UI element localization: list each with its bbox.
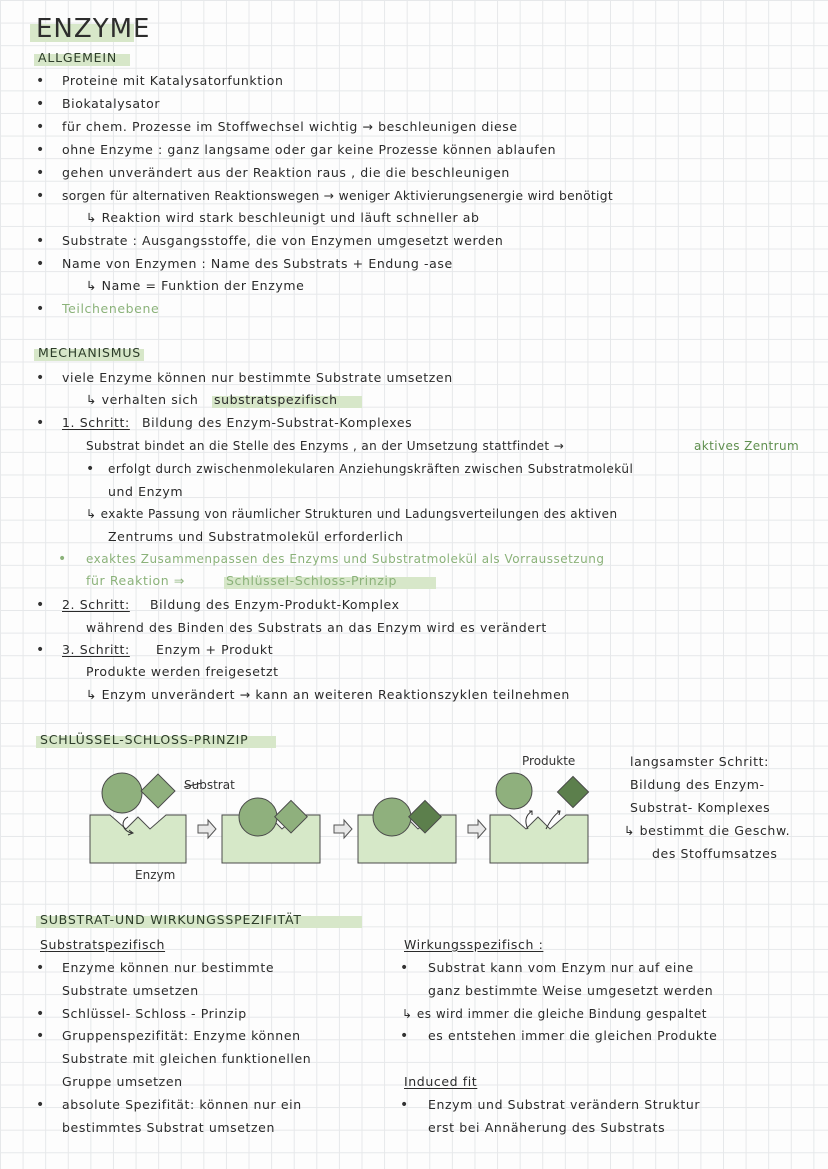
step-label: 1. Schritt: xyxy=(62,415,130,430)
step-arrow xyxy=(334,820,352,838)
highlighted-term: Schlüssel-Schloss-Prinzip xyxy=(226,573,398,588)
text-line: Substrate umsetzen xyxy=(62,983,199,998)
bullet: • xyxy=(400,1028,409,1044)
bullet: • xyxy=(400,960,409,976)
bullet: • xyxy=(36,142,45,158)
text-line: Gruppe umsetzen xyxy=(62,1074,183,1089)
diagram-note: ↳ bestimmt die Geschw. xyxy=(624,823,791,838)
text-line: für chem. Prozesse im Stoffwechsel wichtig → beschleunigen diese xyxy=(62,119,518,134)
diagram-note: Bildung des Enzym- xyxy=(630,777,765,792)
text-line: erst bei Annäherung des Substrats xyxy=(428,1120,666,1135)
text-line: Produkte werden freigesetzt xyxy=(86,664,279,679)
diagram-note: Substrat- Komplexes xyxy=(630,800,771,815)
enzym-label: Enzym xyxy=(135,868,176,882)
green-term: aktives Zentrum xyxy=(694,439,800,453)
step-arrow xyxy=(198,820,216,838)
text-line: ↳ es wird immer die gleiche Bindung gespaltet xyxy=(402,1007,707,1021)
product-diamond xyxy=(557,776,588,807)
text-line: ↳ Name = Funktion der Enzyme xyxy=(86,278,305,293)
bullet: • xyxy=(36,256,45,272)
column-heading: Wirkungsspezifisch : xyxy=(404,937,544,952)
text-line: Enzym und Substrat verändern Struktur xyxy=(428,1097,701,1112)
text-line: Enzym + Produkt xyxy=(156,642,274,657)
bullet: • xyxy=(36,165,45,181)
text-line: ↳ verhalten sich xyxy=(86,392,199,407)
bullet: • xyxy=(36,188,45,204)
step-arrow xyxy=(468,820,486,838)
bullet: • xyxy=(36,1097,45,1113)
text-line: Substrat bindet an die Stelle des Enzyms , an der Umsetzung stattfindet → xyxy=(86,439,565,453)
diagram-note: langsamster Schritt: xyxy=(630,754,769,769)
page-title: ENZYME xyxy=(36,14,151,44)
text-line: Bildung des Enzym-Produkt-Komplex xyxy=(150,597,400,612)
bullet: • xyxy=(36,370,45,386)
substrate-circle xyxy=(102,773,142,813)
text-line: Substrate : Ausgangsstoffe, die von Enzymen umgesetzt werden xyxy=(62,233,504,248)
bullet: • xyxy=(36,597,45,613)
text-line: Biokatalysator xyxy=(62,96,161,111)
text-line: und Enzym xyxy=(108,484,184,499)
text-line: Name von Enzymen : Name des Substrats + Endung -ase xyxy=(62,256,453,271)
text-line: exaktes Zusammenpassen des Enzyms und Substratmolekül als Vorraussetzung xyxy=(86,552,605,566)
bullet: • xyxy=(36,119,45,135)
text-line: sorgen für alternativen Reaktionswegen → weniger Aktivierungsenergie wird benötigt xyxy=(62,189,613,203)
lock-key-diagram xyxy=(80,745,620,890)
enzyme-shape xyxy=(90,815,186,863)
text-line: Substrat kann vom Enzym nur auf eine xyxy=(428,960,694,975)
text-line: Zentrums und Substratmolekül erforderlich xyxy=(108,529,404,544)
product-circle xyxy=(496,773,532,809)
step-label: 2. Schritt: xyxy=(62,597,130,612)
text-line: viele Enzyme können nur bestimmte Substrate umsetzen xyxy=(62,370,453,385)
bullet: • xyxy=(36,960,45,976)
bullet: • xyxy=(36,301,45,317)
bullet: • xyxy=(36,233,45,249)
substrat-label: Substrat xyxy=(184,778,235,792)
bullet: • xyxy=(36,415,45,431)
text-line: ↳ exakte Passung von räumlicher Strukturen und Ladungsverteilungen des aktiven xyxy=(86,507,618,521)
text-line: ↳ Reaktion wird stark beschleunigt und läuft schneller ab xyxy=(86,210,480,225)
bullet: • xyxy=(36,73,45,89)
text-line: für Reaktion ⇒ xyxy=(86,573,185,588)
enzyme-substrate-complex xyxy=(373,798,411,836)
text-line: bestimmtes Substrat umsetzen xyxy=(62,1120,275,1135)
bullet: • xyxy=(36,642,45,658)
section-heading-spezifitaet: SUBSTRAT-UND WIRKUNGSSPEZIFITÄT xyxy=(40,912,302,927)
section-heading-allgemein: ALLGEMEIN xyxy=(38,50,117,65)
substrate-circle xyxy=(239,798,277,836)
bullet: • xyxy=(86,461,95,477)
column-heading: Induced fit xyxy=(404,1074,478,1089)
text-line: ganz bestimmte Weise umgesetzt werden xyxy=(428,983,714,998)
bullet: • xyxy=(400,1097,409,1113)
bullet: • xyxy=(58,551,67,567)
text-line: Schlüssel- Schloss - Prinzip xyxy=(62,1006,247,1021)
bullet: • xyxy=(36,1028,45,1044)
bullet: • xyxy=(36,96,45,112)
text-line: Substrate mit gleichen funktionellen xyxy=(62,1051,312,1066)
step-label: 3. Schritt: xyxy=(62,642,130,657)
highlighted-term: substratspezifisch xyxy=(214,392,338,407)
text-line: Teilchenebene xyxy=(62,301,160,316)
text-line: während des Binden des Substrats an das Enzym wird es verändert xyxy=(86,620,547,635)
text-line: Enzyme können nur bestimmte xyxy=(62,960,275,975)
diagram-note: des Stoffumsatzes xyxy=(652,846,778,861)
bullet: • xyxy=(36,1006,45,1022)
text-line: ohne Enzyme : ganz langsame oder gar keine Prozesse können ablaufen xyxy=(62,142,557,157)
enzyme-shape xyxy=(490,815,588,863)
text-line: Bildung des Enzym-Substrat-Komplexes xyxy=(142,415,413,430)
text-line: Gruppenspezifität: Enzyme können xyxy=(62,1028,301,1043)
text-line: absolute Spezifität: können nur ein xyxy=(62,1097,302,1112)
text-line: ↳ Enzym unverändert → kann an weiteren Reaktionszyklen teilnehmen xyxy=(86,687,570,702)
produkte-label: Produkte xyxy=(522,754,576,768)
column-heading: Substratspezifisch xyxy=(40,937,166,952)
text-line: gehen unverändert aus der Reaktion raus , die die beschleunigen xyxy=(62,165,510,180)
substrate-diamond xyxy=(141,774,175,808)
text-line: erfolgt durch zwischenmolekularen Anziehungskräften zwischen Substratmolekül xyxy=(108,462,634,476)
section-heading-schluessel: SCHLÜSSEL-SCHLOSS-PRINZIP xyxy=(40,732,249,747)
text-line: es entstehen immer die gleichen Produkte xyxy=(428,1028,718,1043)
section-heading-mechanismus: MECHANISMUS xyxy=(38,345,142,360)
text-line: Proteine mit Katalysatorfunktion xyxy=(62,73,284,88)
